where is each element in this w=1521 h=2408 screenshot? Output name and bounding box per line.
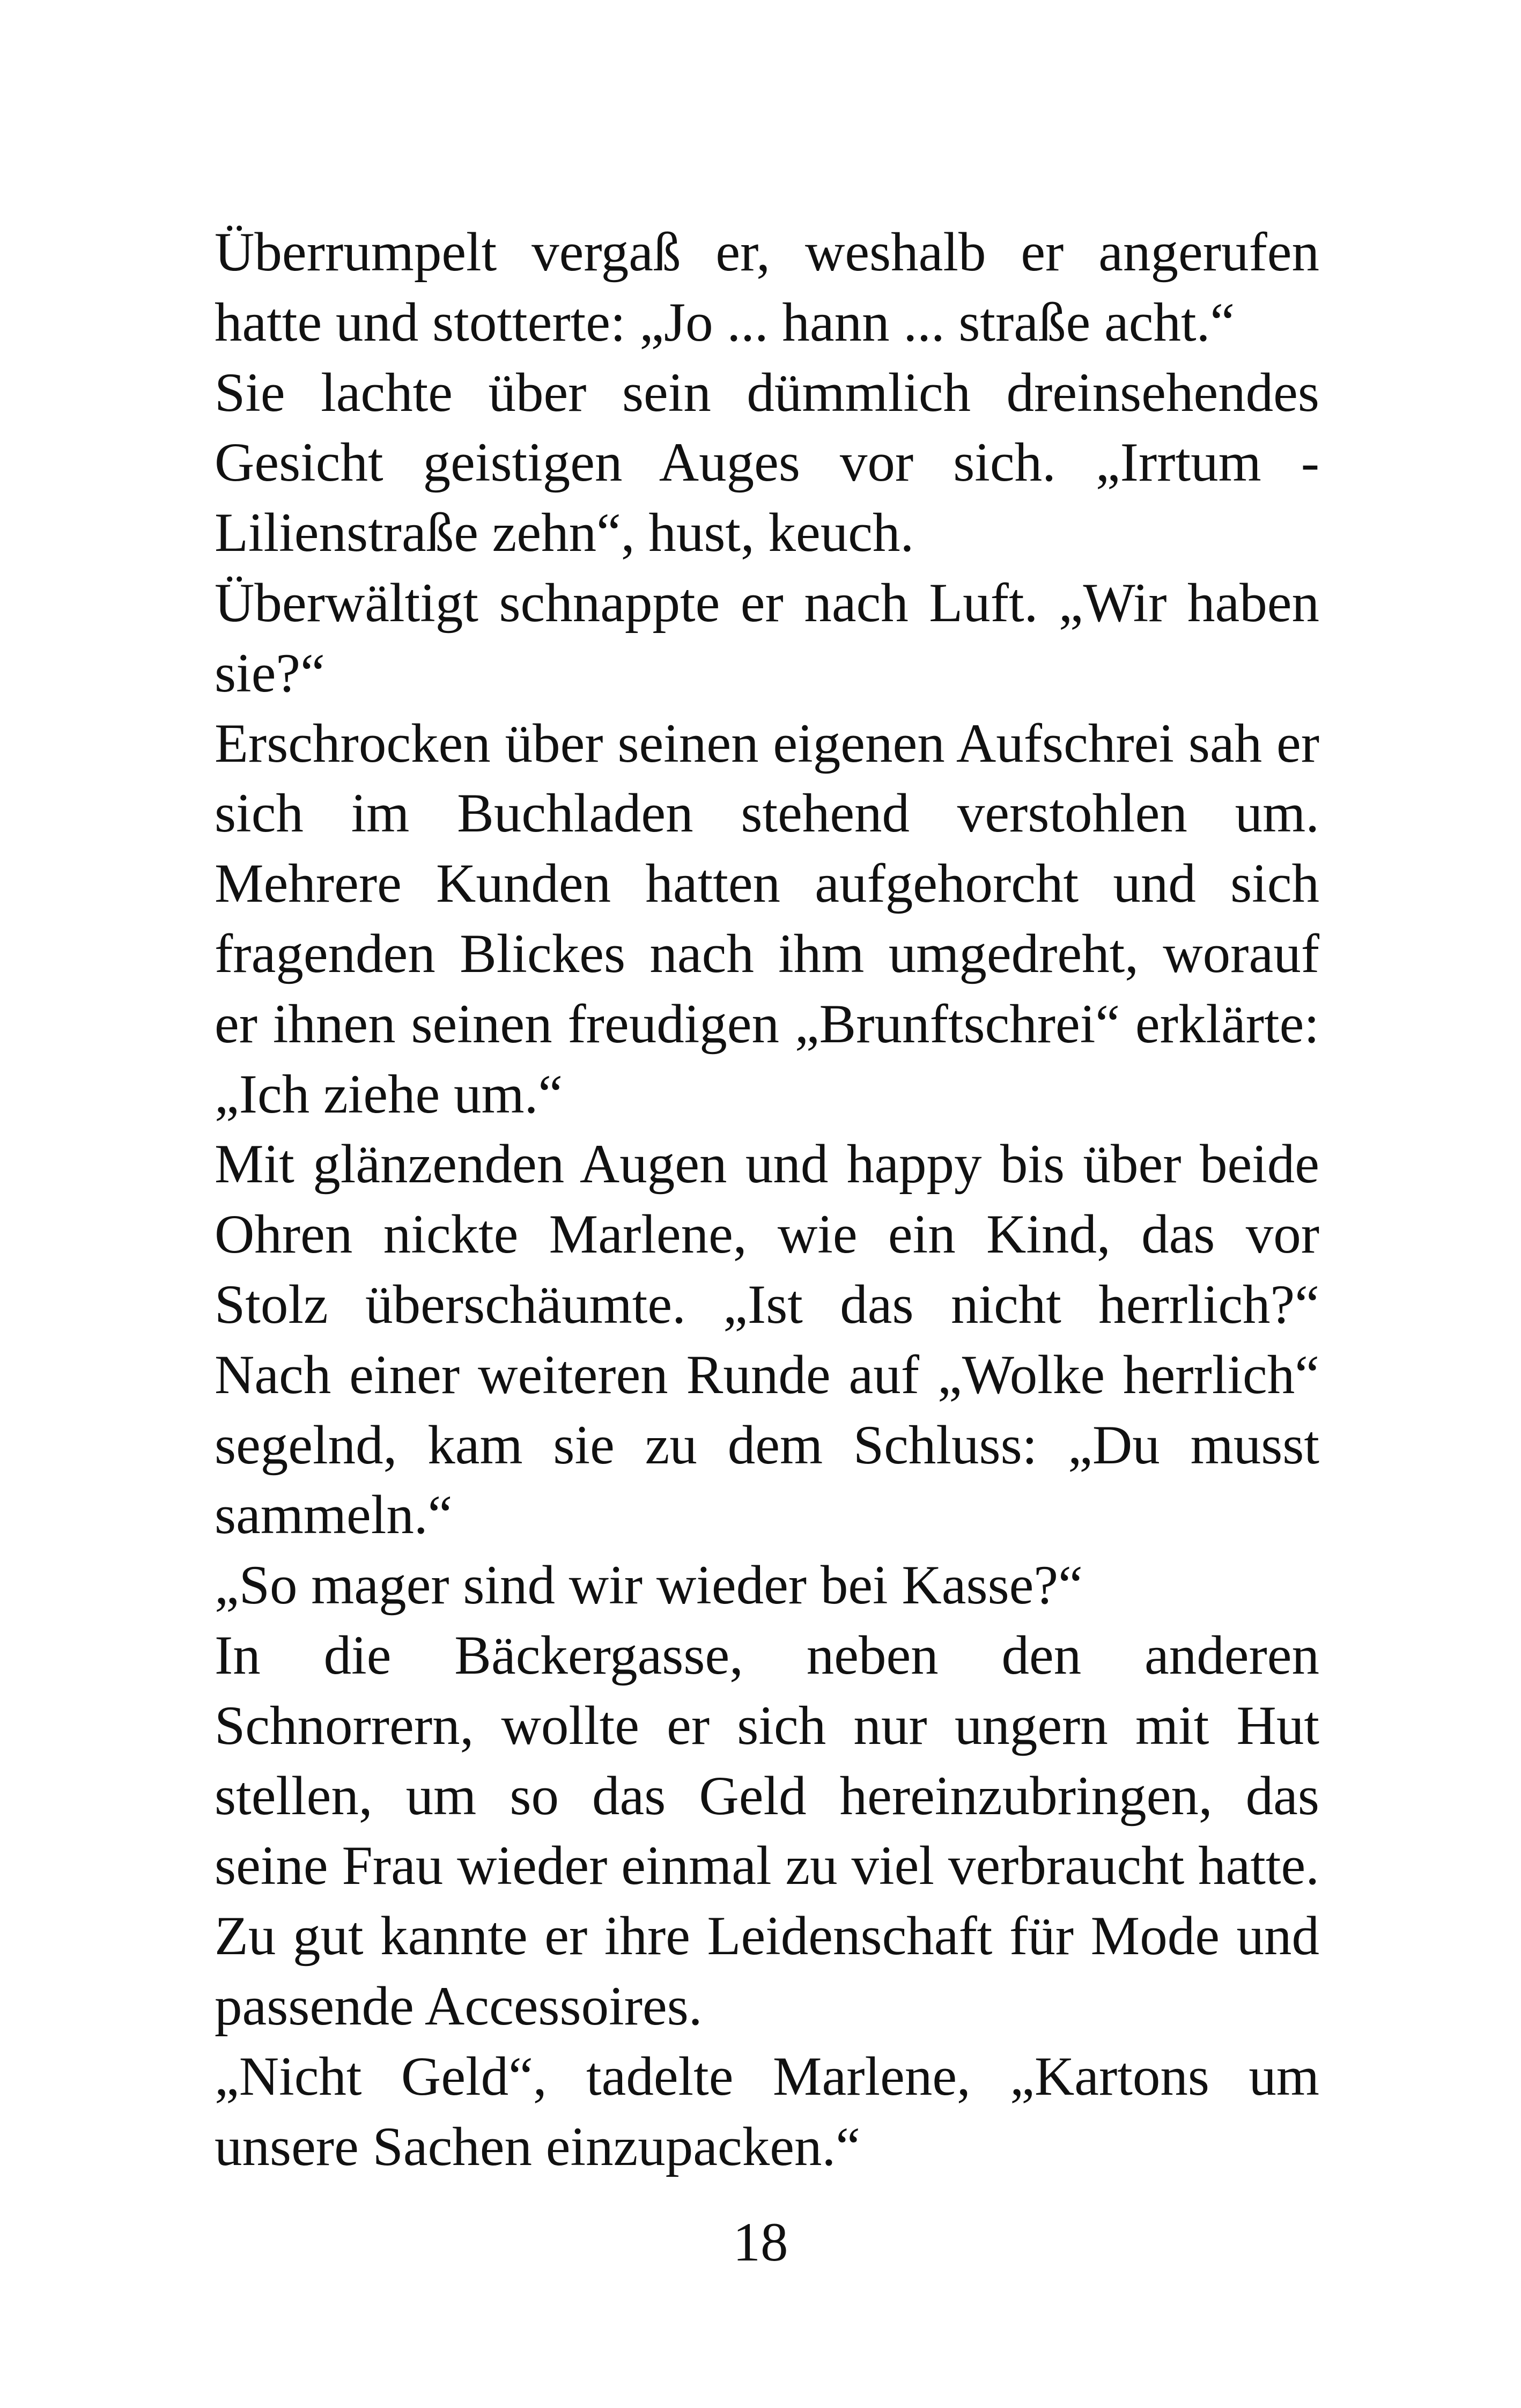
paragraph-7: In die Bäckergasse, neben den anderen Schnorrern, wollte er sich nur ungern mit Hut stellen, um so das Geld hereinzubringen, das seine Frau wieder einmal zu viel verbraucht hatte. Zu gut kannte er ihre Leidenschaft für Mode und passende Accessoires. (215, 1624, 1319, 2037)
paragraph-3: Überwältigt schnappte er nach Luft. „Wir haben sie?“ (215, 572, 1319, 704)
paragraph-4: Erschrocken über seinen eigenen Aufschrei sah er sich im Buchladen stehend verstohlen um. Mehrere Kunden hatten aufgehorcht und sich fragenden Blickes nach ihm umgedreht, worauf er ihnen seinen freudigen „Brunftschrei“ erklärte: „Ich ziehe um.“ (215, 712, 1319, 1125)
body-text (215, 217, 1319, 2182)
paragraph-5: Mit glänzenden Augen und happy bis über beide Ohren nickte Marlene, wie ein Kind, das vor Stolz überschäumte. „Ist das nicht herrlich?“ Nach einer weiteren Runde auf „Wolke herrlich“ segelnd, kam sie zu dem Schluss: „Du musst sammeln.“ (215, 1133, 1319, 1546)
paragraph-8: „Nicht Geld“, tadelte Marlene, „Kartons um unsere Sachen einzupacken.“ (215, 2045, 1319, 2177)
paragraph-2: Sie lachte über sein dümmlich dreinsehendes Gesicht geistigen Auges vor sich. „Irrtum - Lilienstraße zehn“, hust, keuch. (215, 362, 1319, 564)
paragraph-1: Überrumpelt vergaß er, weshalb er angerufen hatte und stotterte: „Jo ... hann ... straße acht.“ (215, 222, 1319, 353)
page-number: 18 (733, 2212, 788, 2273)
paragraph-6: „So mager sind wir wieder bei Kasse?“ (215, 1555, 1083, 1616)
